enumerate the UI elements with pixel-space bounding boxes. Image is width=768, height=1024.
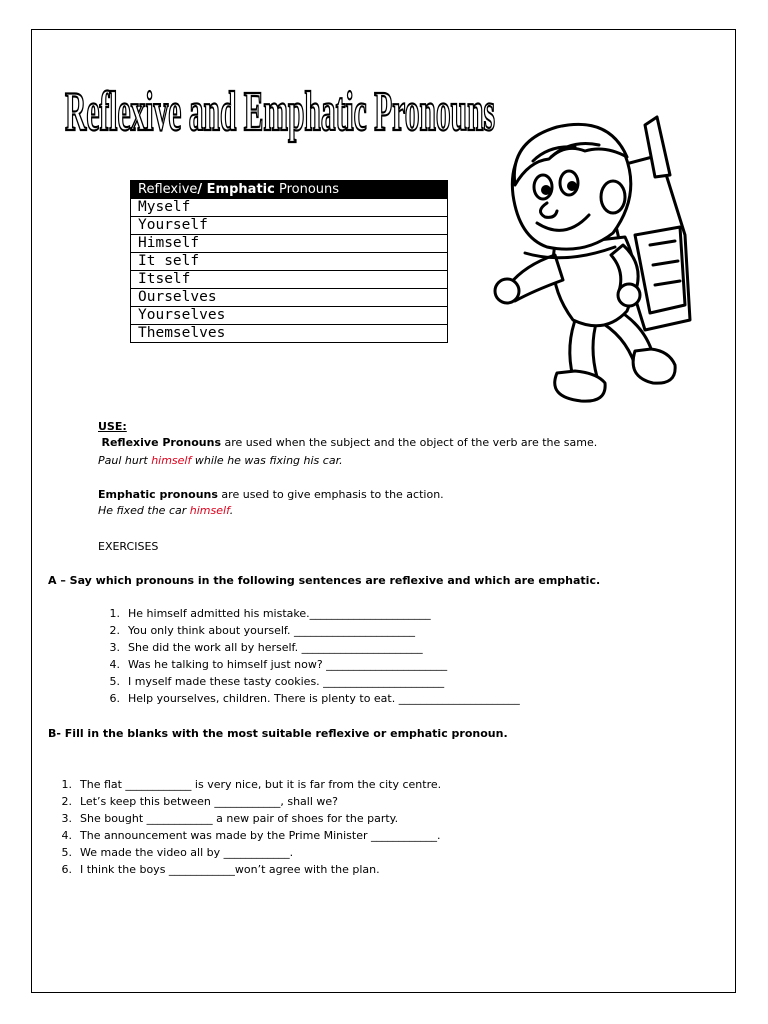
pronoun-row: Yourself — [131, 217, 448, 235]
section-a-list — [96, 605, 520, 707]
pronoun-row: Itself — [131, 271, 448, 289]
list-item: 6. Help yourselves, children. There is plenty to eat. ______________________ — [109, 692, 520, 705]
cartoon-boy-illustration — [485, 115, 715, 410]
use-heading: USE: — [98, 420, 127, 433]
list-item: 1. He himself admitted his mistake.______________________ — [109, 607, 431, 620]
pronoun-row: Themselves — [131, 325, 448, 343]
svg-text:Reflexive and Emphatic Pronoun: Reflexive and Emphatic Pronouns — [65, 81, 496, 143]
list-item: 4. Was he talking to himself just now? ______________________ — [109, 658, 448, 671]
list-item: 6. I think the boys ____________won’t agree with the plan. — [61, 863, 380, 876]
list-item: 5. We made the video all by ____________. — [61, 846, 294, 859]
pronoun-row: Himself — [131, 235, 448, 253]
table-header: Reflexive/ Emphatic Pronouns — [131, 181, 448, 199]
list-item: 2. Let’s keep this between ____________, shall we? — [61, 795, 339, 808]
section-b-heading: B- Fill in the blanks with the most suitable reflexive or emphatic pronoun. — [48, 727, 508, 740]
worksheet-title — [62, 50, 502, 150]
reflexive-example: Paul hurt himself while he was fixing his car. — [98, 454, 343, 467]
list-item: 2. You only think about yourself. ______________________ — [109, 624, 415, 637]
emphatic-definition: Emphatic pronouns are used to give emphasis to the action. — [98, 488, 444, 501]
list-item: 3. She did the work all by herself. ______________________ — [109, 641, 423, 654]
list-item: 1. The flat ____________ is very nice, but it is far from the city centre. — [61, 778, 442, 791]
pronoun-row: Myself — [131, 199, 448, 217]
pronoun-table — [130, 180, 448, 343]
emphatic-example: He fixed the car himself. — [98, 504, 234, 517]
section-b-list — [48, 776, 441, 878]
section-a-heading: A – Say which pronouns in the following sentences are reflexive and which are emphatic. — [48, 574, 601, 587]
pronoun-row: Ourselves — [131, 289, 448, 307]
exercises-heading: EXERCISES — [98, 540, 159, 553]
list-item: 4. The announcement was made by the Prime Minister ____________. — [61, 829, 441, 842]
list-item: 3. She bought ____________ a new pair of shoes for the party. — [61, 812, 399, 825]
reflexive-definition: Reflexive Pronouns are used when the subject and the object of the verb are the same. — [101, 436, 598, 449]
list-item: 5. I myself made these tasty cookies. ______________________ — [109, 675, 445, 688]
pronoun-row: Yourselves — [131, 307, 448, 325]
pronoun-row: It self — [131, 253, 448, 271]
